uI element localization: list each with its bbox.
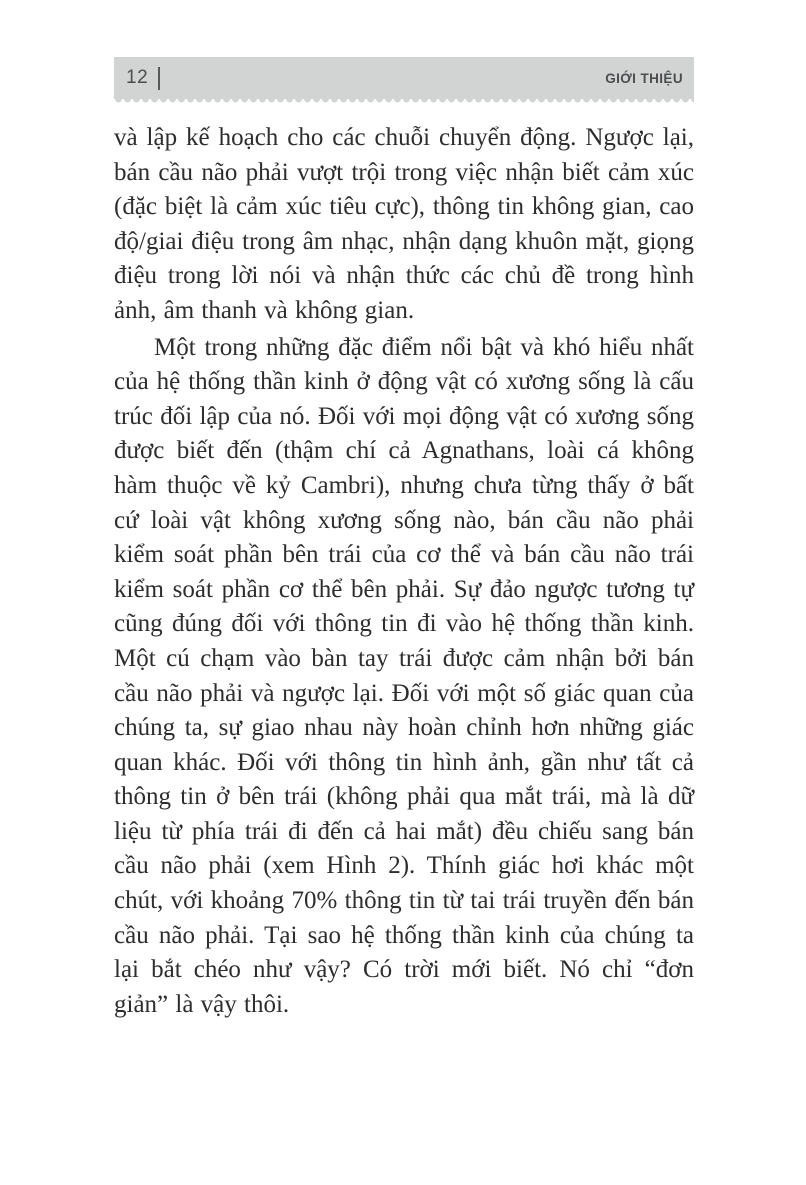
body-paragraph: và lập kế hoạch cho các chuỗi chuyển động. Ngược lại, bán cầu não phải vượt trội trong việc nhận biết cảm xúc (đặc biệt là cảm xúc tiêu cực), thông tin không gian, cao độ/giai điệu trong âm nhạc, nhận dạng khuôn mặt, giọng điệu trong lời nói và nhận thức các chủ đề trong hình ảnh, âm thanh và không gian. <box>114 124 694 324</box>
running-header <box>114 57 694 99</box>
body-paragraph: Một trong những đặc điểm nổi bật và khó hiểu nhất của hệ thống thần kinh ở động vật có xương sống là cấu trúc đối lập của nó. Đối với mọi động vật có xương sống được biết đến (thậm chí cả Agnathans, loài cá không hàm thuộc về kỷ Cambri), nhưng chưa từng thấy ở bất cứ loài vật không xương sống nào, bán cầu não phải kiểm soát phần bên trái của cơ thể và bán cầu não trái kiểm soát phần cơ thể bên phải. Sự đảo ngược tương tự cũng đúng đối với thông tin đi vào hệ thống thần kinh. Một cú chạm vào bàn tay trái được cảm nhận bởi bán cầu não phải và ngược lại. Đối với một số giác quan của chúng ta, sự giao nhau này hoàn chỉnh hơn những giác quan khác. Đối với thông tin hình ảnh, gần như tất cả thông tin ở bên trái (không phải qua mắt trái, mà là dữ liệu từ phía trái đi đến cả hai mắt) đều chiếu sang bán cầu não phải (xem Hình 2). Thính giác hơi khác một chút, với khoảng 70% thông tin từ tai trái truyền đến bán cầu não phải. Tại sao hệ thống thần kinh của chúng ta lại bắt chéo như vậy? Có trời mới biết. Nó chỉ “đơn giản” là vậy thôi. <box>114 333 694 1018</box>
page-number: 12 <box>126 67 149 88</box>
header-left <box>126 67 160 90</box>
section-title: GIỚI THIỆU <box>605 70 683 86</box>
body-text <box>114 121 694 1022</box>
header-divider <box>158 67 160 90</box>
